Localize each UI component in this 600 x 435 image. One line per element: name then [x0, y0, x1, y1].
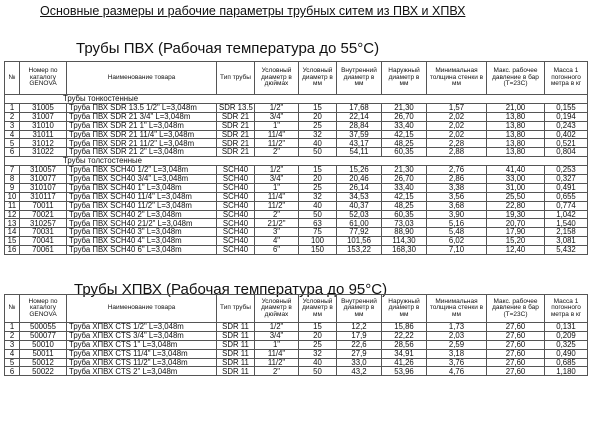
table-cell: Труба ПВХ SDR 21 11/4" L=3,048m: [67, 130, 217, 139]
column-header: Условный диаметр в мм: [299, 62, 337, 95]
table-cell: 12,40: [487, 246, 545, 255]
column-header: Наружный диаметр в мм: [382, 295, 427, 323]
table-cell: 0,655: [545, 192, 588, 201]
table-cell: SDR 21: [217, 139, 255, 148]
table-cell: 20: [299, 175, 337, 184]
column-header: Условный диаметр в дюймах: [255, 62, 299, 95]
table-cell: 2": [255, 367, 299, 376]
column-header: Номер по каталогу GENOVA: [20, 62, 67, 95]
table-cell: 6: [5, 367, 20, 376]
table-row: [5, 323, 588, 332]
table-cell: 3: [5, 121, 20, 130]
table-cell: 3,18: [427, 349, 487, 358]
table-cell: 1,042: [545, 210, 588, 219]
table-cell: 1/2": [255, 323, 299, 332]
table-cell: 17,90: [487, 228, 545, 237]
table-cell: 101,56: [337, 237, 382, 246]
table-cell: 11/2": [255, 358, 299, 367]
table-cell: 2,03: [427, 331, 487, 340]
column-header: Минимальная толщина стенки в мм: [427, 295, 487, 323]
table-cell: Труба ПВХ SDR 21 3/4" L=3,048m: [67, 112, 217, 121]
table-cell: 48,25: [382, 139, 427, 148]
table-cell: 40: [299, 358, 337, 367]
table-cell: 25: [299, 121, 337, 130]
table-cell: 0,209: [545, 331, 588, 340]
table-cell: SDR 11: [217, 349, 255, 358]
table-cell: 13,80: [487, 112, 545, 121]
table-cell: 22,6: [337, 340, 382, 349]
table-cell: 8: [5, 175, 20, 184]
table-cell: 40: [299, 201, 337, 210]
table-cell: Труба ПВХ SDR 21 11/2" L=3,048m: [67, 139, 217, 148]
table-cell: 48,25: [382, 201, 427, 210]
table-cell: 33,40: [382, 183, 427, 192]
table-cell: 20: [299, 331, 337, 340]
table-cell: 0,521: [545, 139, 588, 148]
table-cell: 63: [299, 219, 337, 228]
table-cell: 27,60: [487, 367, 545, 376]
table-cell: 26,70: [382, 112, 427, 121]
table-cell: 3,90: [427, 210, 487, 219]
table-cell: 13,80: [487, 139, 545, 148]
table-cell: 20,70: [487, 219, 545, 228]
table-cell: Труба ХПВХ CTS 11/4" L=3,048m: [67, 349, 217, 358]
table-cell: SDR 13.5: [217, 103, 255, 112]
pvc-pipes-table: [4, 61, 588, 255]
table-cell: Труба ХПВХ CTS 11/2" L=3,048m: [67, 358, 217, 367]
table-cell: Труба ПВХ SDR 21 1" L=3,048m: [67, 121, 217, 130]
table-row: [5, 228, 588, 237]
pvc-section-title: Трубы ПВХ (Рабочая температура до 55°С): [76, 40, 380, 57]
table-cell: 3/4": [255, 175, 299, 184]
column-header: Минимальная толщина стенки в мм: [427, 62, 487, 95]
column-header: №: [5, 295, 20, 323]
table-cell: 3": [255, 228, 299, 237]
table-cell: 1": [255, 121, 299, 130]
table-cell: 13,80: [487, 121, 545, 130]
table-cell: 26,70: [382, 175, 427, 184]
table-cell: 42,15: [382, 130, 427, 139]
table-cell: 0,243: [545, 121, 588, 130]
table-row: [5, 246, 588, 255]
table-row: [5, 201, 588, 210]
table-cell: Труба ПВХ SCH40 6" L=3,048m: [67, 246, 217, 255]
table-row: [5, 367, 588, 376]
table-cell: 15: [299, 103, 337, 112]
table-cell: SCH40: [217, 166, 255, 175]
table-cell: SDR 21: [217, 121, 255, 130]
table-cell: 21/2": [255, 219, 299, 228]
table-cell: 73,03: [382, 219, 427, 228]
table-cell: 27,60: [487, 331, 545, 340]
table-cell: 13: [5, 219, 20, 228]
table-cell: 2: [5, 112, 20, 121]
table-cell: 0,155: [545, 103, 588, 112]
table-row: [5, 210, 588, 219]
column-header: Тип трубы: [217, 295, 255, 323]
table-cell: 0,194: [545, 112, 588, 121]
table-cell: 0,774: [545, 201, 588, 210]
column-header: Масса 1 погонного метра в кг: [545, 295, 588, 323]
table-cell: 0,327: [545, 175, 588, 184]
table-cell: 0,491: [545, 183, 588, 192]
table-cell: 70041: [20, 237, 67, 246]
table-cell: Труба ПВХ SCH40 1/2" L=3,048m: [67, 166, 217, 175]
table-cell: 2": [255, 210, 299, 219]
table-cell: 31010: [20, 121, 67, 130]
table-row: [5, 219, 588, 228]
table-cell: 3/4": [255, 331, 299, 340]
table-cell: 15: [5, 237, 20, 246]
table-cell: 50011: [20, 349, 67, 358]
column-header: Макс. рабочее давление в бар (Т=23С): [487, 62, 545, 95]
table-row: [5, 237, 588, 246]
table-cell: 15: [299, 166, 337, 175]
table-cell: 61,00: [337, 219, 382, 228]
table-cell: 13,80: [487, 130, 545, 139]
table-cell: 22,80: [487, 201, 545, 210]
table-cell: 0,325: [545, 340, 588, 349]
table-cell: 70021: [20, 210, 67, 219]
table-cell: 2,158: [545, 228, 588, 237]
cpvc-header-row: [5, 295, 588, 323]
table-row: [5, 166, 588, 175]
table-cell: SDR 11: [217, 367, 255, 376]
table-cell: 20: [299, 112, 337, 121]
table-cell: SCH40: [217, 219, 255, 228]
table-cell: 31,00: [487, 183, 545, 192]
table-cell: 32: [299, 349, 337, 358]
column-header: Условный диаметр в мм: [299, 295, 337, 323]
table-cell: 2": [255, 148, 299, 157]
table-cell: 20,46: [337, 175, 382, 184]
table-row: [5, 175, 588, 184]
table-cell: 21,30: [382, 103, 427, 112]
table-cell: 3: [5, 340, 20, 349]
table-cell: 4,76: [427, 367, 487, 376]
table-cell: 50: [299, 210, 337, 219]
table-cell: SDR 11: [217, 331, 255, 340]
table-cell: 42,15: [382, 192, 427, 201]
table-cell: 3,38: [427, 183, 487, 192]
table-cell: 4: [5, 349, 20, 358]
table-cell: 43,17: [337, 139, 382, 148]
table-cell: 25,50: [487, 192, 545, 201]
table-cell: 310117: [20, 192, 67, 201]
table-cell: 50: [299, 367, 337, 376]
table-cell: 37,59: [337, 130, 382, 139]
table-cell: 32: [299, 130, 337, 139]
table-cell: 31022: [20, 148, 67, 157]
table-cell: 0,804: [545, 148, 588, 157]
table-cell: 153,22: [337, 246, 382, 255]
table-row: [5, 148, 588, 157]
table-cell: 11/4": [255, 130, 299, 139]
table-cell: Труба ПВХ SCH40 3" L=3,048m: [67, 228, 217, 237]
table-cell: 31007: [20, 112, 67, 121]
table-cell: 2,76: [427, 166, 487, 175]
pvc-header-row: [5, 62, 588, 95]
table-cell: 6,02: [427, 237, 487, 246]
column-header: Наименование товара: [67, 62, 217, 95]
table-cell: 2,02: [427, 130, 487, 139]
table-cell: Труба ПВХ SCH40 2" L=3,048m: [67, 210, 217, 219]
table-cell: Труба ПВХ SCH40 11/2" L=3,048m: [67, 201, 217, 210]
table-cell: 19,30: [487, 210, 545, 219]
table-cell: 70031: [20, 228, 67, 237]
table-cell: 7,10: [427, 246, 487, 255]
table-row: [5, 183, 588, 192]
table-cell: 28,84: [337, 121, 382, 130]
table-cell: 1": [255, 340, 299, 349]
table-cell: 40: [299, 139, 337, 148]
table-cell: 100: [299, 237, 337, 246]
table-cell: 11/4": [255, 349, 299, 358]
table-cell: 5,432: [545, 246, 588, 255]
table-cell: 15,26: [337, 166, 382, 175]
table-cell: 5,48: [427, 228, 487, 237]
table-cell: SCH40: [217, 192, 255, 201]
table-cell: 1,73: [427, 323, 487, 332]
table-cell: 1,540: [545, 219, 588, 228]
table-cell: 0,402: [545, 130, 588, 139]
table-cell: 0,685: [545, 358, 588, 367]
table-cell: 22,22: [382, 331, 427, 340]
column-header: Наименование товара: [67, 295, 217, 323]
table-cell: 5,16: [427, 219, 487, 228]
table-cell: 77,92: [337, 228, 382, 237]
table-cell: 1: [5, 103, 20, 112]
table-cell: SDR 11: [217, 340, 255, 349]
table-row: [5, 192, 588, 201]
table-cell: 0,131: [545, 323, 588, 332]
document-title: Основные размеры и рабочие параметры трубных ситем из ПВХ и ХПВХ: [40, 4, 466, 18]
table-cell: SDR 21: [217, 148, 255, 157]
table-cell: 150: [299, 246, 337, 255]
table-cell: 21,00: [487, 103, 545, 112]
table-cell: 114,30: [382, 237, 427, 246]
group-row: [5, 95, 588, 104]
table-cell: 34,53: [337, 192, 382, 201]
table-cell: SCH40: [217, 246, 255, 255]
column-header: Внутренний диаметр в мм: [337, 62, 382, 95]
table-cell: 1,57: [427, 103, 487, 112]
table-cell: 4: [5, 130, 20, 139]
group-row: [5, 157, 588, 166]
table-cell: 50022: [20, 367, 67, 376]
table-cell: 3,081: [545, 237, 588, 246]
table-row: [5, 349, 588, 358]
table-cell: 33,0: [337, 358, 382, 367]
table-cell: 11/2": [255, 201, 299, 210]
table-cell: 50: [299, 148, 337, 157]
table-cell: Труба ХПВХ CTS 3/4" L=3,048m: [67, 331, 217, 340]
table-cell: 70011: [20, 201, 67, 210]
table-cell: 50012: [20, 358, 67, 367]
table-cell: Труба ПВХ SCH40 4" L=3,048m: [67, 237, 217, 246]
table-cell: 1,180: [545, 367, 588, 376]
table-cell: SCH40: [217, 183, 255, 192]
table-row: [5, 103, 588, 112]
table-cell: 1/2": [255, 103, 299, 112]
table-cell: SCH40: [217, 201, 255, 210]
table-cell: SCH40: [217, 237, 255, 246]
table-cell: Труба ХПВХ CTS 1" L=3,048m: [67, 340, 217, 349]
table-cell: 2,02: [427, 121, 487, 130]
table-cell: 6: [5, 148, 20, 157]
table-cell: 12,2: [337, 323, 382, 332]
table-cell: 16: [5, 246, 20, 255]
table-cell: 34,91: [382, 349, 427, 358]
table-cell: 2,28: [427, 139, 487, 148]
table-cell: SCH40: [217, 175, 255, 184]
table-cell: 60,35: [382, 148, 427, 157]
table-cell: 75: [299, 228, 337, 237]
table-cell: 53,96: [382, 367, 427, 376]
column-header: Наружный диаметр в мм: [382, 62, 427, 95]
table-cell: 310257: [20, 219, 67, 228]
table-row: [5, 121, 588, 130]
column-header: Тип трубы: [217, 62, 255, 95]
table-row: [5, 358, 588, 367]
table-cell: 27,60: [487, 349, 545, 358]
table-cell: 54,11: [337, 148, 382, 157]
table-cell: 27,60: [487, 358, 545, 367]
table-cell: 27,60: [487, 323, 545, 332]
table-cell: SCH40: [217, 228, 255, 237]
table-cell: 2,02: [427, 112, 487, 121]
table-cell: 5: [5, 139, 20, 148]
table-cell: 10: [5, 192, 20, 201]
table-cell: 52,03: [337, 210, 382, 219]
table-cell: 2: [5, 331, 20, 340]
table-cell: 25: [299, 183, 337, 192]
table-cell: Труба ПВХ SCH40 3/4" L=3,048m: [67, 175, 217, 184]
table-cell: Труба ПВХ SDR 13.5 1/2" L=3,048m: [67, 103, 217, 112]
table-cell: 0,253: [545, 166, 588, 175]
table-cell: 6": [255, 246, 299, 255]
table-cell: 11: [5, 201, 20, 210]
table-cell: SDR 21: [217, 130, 255, 139]
cpvc-pipes-table: [4, 294, 588, 376]
table-cell: 2,59: [427, 340, 487, 349]
table-cell: 31012: [20, 139, 67, 148]
table-cell: 33,00: [487, 175, 545, 184]
table-cell: 25: [299, 340, 337, 349]
table-cell: 1": [255, 183, 299, 192]
table-cell: 3,76: [427, 358, 487, 367]
table-cell: 9: [5, 183, 20, 192]
table-cell: 15,86: [382, 323, 427, 332]
table-cell: 500055: [20, 323, 67, 332]
table-cell: 1/2": [255, 166, 299, 175]
table-cell: 31005: [20, 103, 67, 112]
table-row: [5, 331, 588, 340]
table-cell: 3,68: [427, 201, 487, 210]
table-cell: 60,35: [382, 210, 427, 219]
table-cell: 14: [5, 228, 20, 237]
table-cell: 28,56: [382, 340, 427, 349]
table-cell: 27,9: [337, 349, 382, 358]
table-cell: 17,68: [337, 103, 382, 112]
table-cell: 13,80: [487, 148, 545, 157]
table-cell: 0,490: [545, 349, 588, 358]
table-cell: 15,20: [487, 237, 545, 246]
table-cell: Труба ХПВХ CTS 2" L=3,048m: [67, 367, 217, 376]
table-row: [5, 130, 588, 139]
table-cell: 70061: [20, 246, 67, 255]
table-cell: 22,14: [337, 112, 382, 121]
table-cell: 2,86: [427, 175, 487, 184]
table-row: [5, 139, 588, 148]
column-header: Масса 1 погонного метра в кг: [545, 62, 588, 95]
table-cell: 500077: [20, 331, 67, 340]
group-label: Трубы тонкостенные: [5, 95, 588, 104]
group-label: Трубы толстостенные: [5, 157, 588, 166]
table-cell: 168,30: [382, 246, 427, 255]
table-cell: 3,56: [427, 192, 487, 201]
table-row: [5, 340, 588, 349]
table-cell: 27,60: [487, 340, 545, 349]
table-cell: 11/4": [255, 192, 299, 201]
table-cell: 88,90: [382, 228, 427, 237]
table-cell: Труба ПВХ SCH40 21/2" L=3,048m: [67, 219, 217, 228]
table-cell: Труба ПВХ SDR 21 2" L=3,048m: [67, 148, 217, 157]
table-cell: 2,88: [427, 148, 487, 157]
table-cell: 310057: [20, 166, 67, 175]
table-cell: SDR 11: [217, 323, 255, 332]
table-cell: 7: [5, 166, 20, 175]
table-cell: 21,30: [382, 166, 427, 175]
column-header: Внутренний диаметр в мм: [337, 295, 382, 323]
column-header: Условный диаметр в дюймах: [255, 295, 299, 323]
table-cell: 310107: [20, 183, 67, 192]
table-cell: 4": [255, 237, 299, 246]
table-row: [5, 112, 588, 121]
table-cell: 11/2": [255, 139, 299, 148]
column-header: Номер по каталогу GENOVA: [20, 295, 67, 323]
table-cell: 3/4": [255, 112, 299, 121]
table-cell: 33,40: [382, 121, 427, 130]
table-cell: Труба ПВХ SCH40 1" L=3,048m: [67, 183, 217, 192]
table-cell: 12: [5, 210, 20, 219]
column-header: Макс. рабочее давление в бар (Т=23С): [487, 295, 545, 323]
table-cell: Труба ПВХ SCH40 11/4" L=3,048m: [67, 192, 217, 201]
table-cell: 15: [299, 323, 337, 332]
cpvc-section-title: Трубы ХПВХ (Рабочая температура до 95°С): [74, 281, 388, 298]
table-cell: 32: [299, 192, 337, 201]
table-cell: 41,40: [487, 166, 545, 175]
table-cell: 5: [5, 358, 20, 367]
table-cell: 310077: [20, 175, 67, 184]
table-cell: 31011: [20, 130, 67, 139]
table-cell: 26,14: [337, 183, 382, 192]
table-cell: SDR 21: [217, 112, 255, 121]
table-cell: SDR 11: [217, 358, 255, 367]
table-cell: 40,37: [337, 201, 382, 210]
table-cell: Труба ХПВХ CTS 1/2" L=3,048m: [67, 323, 217, 332]
table-cell: SCH40: [217, 210, 255, 219]
table-cell: 50010: [20, 340, 67, 349]
column-header: №: [5, 62, 20, 95]
table-cell: 17,9: [337, 331, 382, 340]
table-cell: 41,26: [382, 358, 427, 367]
table-cell: 43,2: [337, 367, 382, 376]
table-cell: 1: [5, 323, 20, 332]
